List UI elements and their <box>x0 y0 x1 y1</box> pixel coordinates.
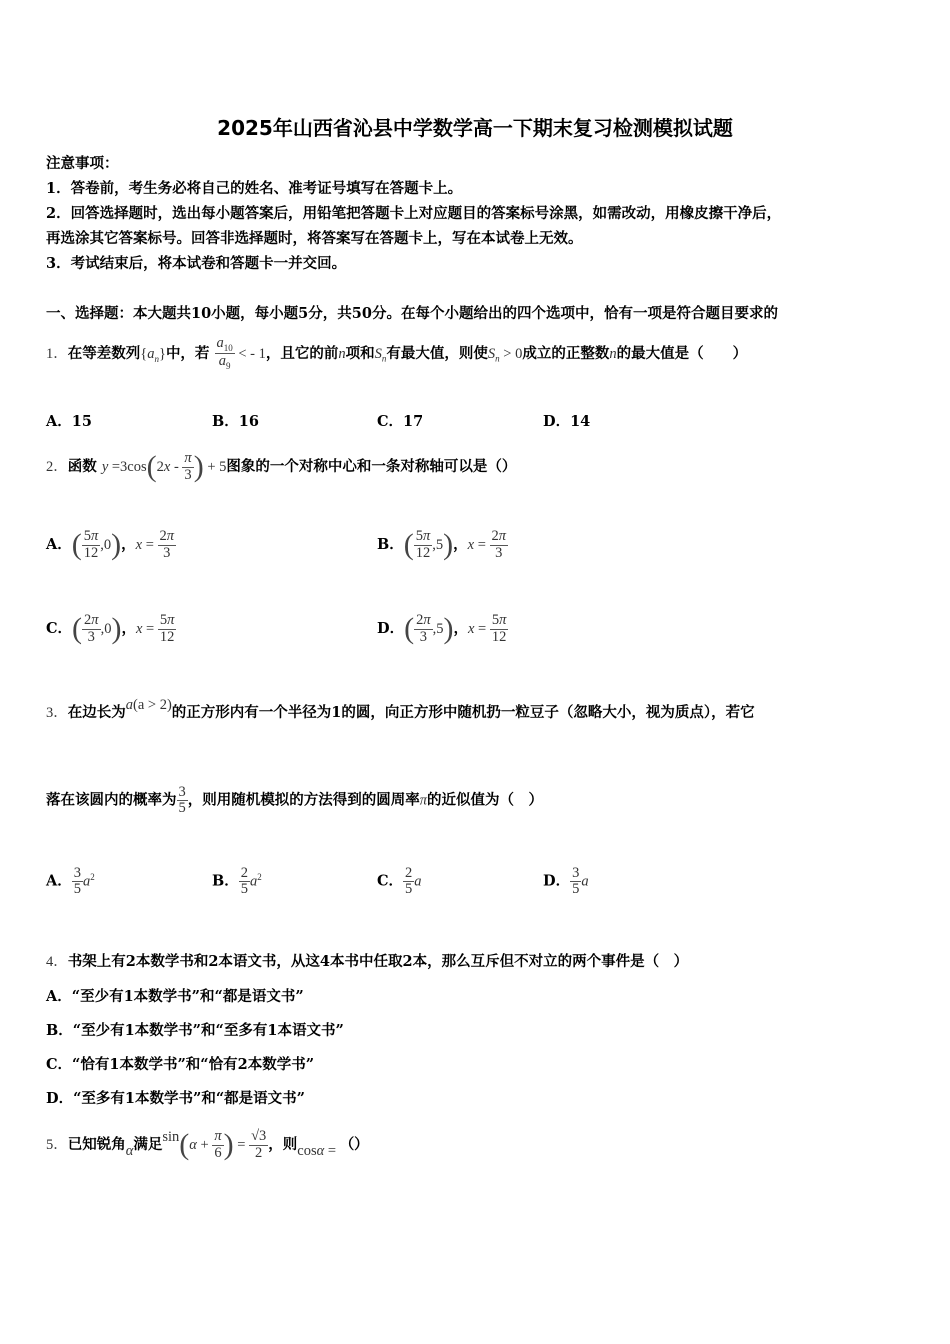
math-formula: y =3cos <box>101 459 147 475</box>
q4-option-c: C．“恰有1本数学书”和“恰有2本数学书” <box>46 1056 315 1073</box>
question-3: 3．在边长为a(a > 2)的正方形内有一个半径为1的圆，向正方形中随机扔一粒豆子（忽略大小，视为质点），若它 <box>46 697 755 721</box>
question-5: 5．已知锐角α满足sin(α + $\frac{\pi}{6}$ ) = $\frac{√3}{2}$ ，则cosα = （） <box>46 1128 369 1161</box>
q2-option-c: C．( $\frac{2\pi}{3}$ ,0)，x = $\frac{5\pi}{12}$ <box>46 612 175 645</box>
q2-option-b: B．( $\frac{5\pi}{12}$ ,5)，x = $\frac{2\pi}{3}$ <box>377 528 507 561</box>
q1-option-c: C．17 <box>377 413 424 430</box>
q3-option-d: D． $\frac{3}{5}$ a <box>543 865 589 898</box>
q1-option-d: D．14 <box>543 413 591 430</box>
question-number: 3． <box>46 705 68 721</box>
section-heading: 一、选择题：本大题共10小题，每小题5分，共50分。在每个小题给出的四个选项中，恰有一项是符合题目要求的 <box>46 305 778 322</box>
notice-item-2: 2．回答选择题时，选出每小题答案后，用铅笔把答题卡上对应题目的答案标号涂黑，如需改动，用橡皮擦干净后， <box>46 205 782 222</box>
q4-option-d: D．“至多有1本数学书”和“都是语文书” <box>46 1090 306 1107</box>
question-3-cont: 落在该圆内的概率为 $\frac{3}{5}$ ，则用随机模拟的方法得到的圆周率π的近似值为（ ） <box>46 784 544 817</box>
question-number: 1． <box>46 345 68 362</box>
q2-option-a: A．( $\frac{5\pi}{12}$ ,0)，x = $\frac{2\pi}{3}$ <box>46 528 175 561</box>
q4-option-b: B．“至少有1本数学书”和“至多有1本语文书” <box>46 1022 344 1039</box>
page-title: 2025年山西省沁县中学数学高一下期末复习检测模拟试题 <box>217 116 733 140</box>
notice-item-2-cont: 再选涂其它答案标号。回答非选择题时，将答案写在答题卡上，写在本试卷上无效。 <box>46 230 583 247</box>
q3-option-a: A． $\frac{3}{5}$ $a^2$ <box>46 865 95 898</box>
notice-heading: 注意事项： <box>46 155 119 172</box>
question-number: 4． <box>46 954 68 970</box>
q2-option-d: D．( $\frac{2\pi}{3}$ ,5)，x = $\frac{5\pi}{12}$ <box>377 612 507 645</box>
q1-option-b: B．16 <box>212 413 259 430</box>
math-formula: $\frac{a_{10}}{a_9}$ <box>216 335 233 372</box>
question-number: 5． <box>46 1137 68 1153</box>
question-1: 1．在等差数列$\{a_n\}$中，若 $\frac{a_{10}}{a_9}$ < - 1，且它的前n项和$S_n$有最大值，则使$S_n > 0$成立的正整数n的最大值是（ ） <box>46 335 748 372</box>
q4-option-a: A．“至少有1本数学书”和“都是语文书” <box>46 988 304 1005</box>
notice-item-3: 3．考试结束后，将本试卷和答题卡一并交回。 <box>46 255 347 272</box>
notice-item-1: 1．答卷前，考生务必将自己的姓名、准考证号填写在答题卡上。 <box>46 180 463 197</box>
question-4: 4．书架上有2本数学书和2本语文书，从这4本书中任取2本，那么互斥但不对立的两个事件是（ ） <box>46 953 689 970</box>
question-number: 2． <box>46 459 68 475</box>
q3-option-b: B． $\frac{2}{5}$ $a^2$ <box>212 865 262 898</box>
q1-option-a: A．15 <box>46 413 92 430</box>
question-2: 2．函数 y =3cos(2x - $\frac{\pi}{3}$ ) + 5图象的一个对称中心和一条对称轴可以是（） <box>46 450 517 483</box>
q3-option-c: C． $\frac{2}{5}$ a <box>377 865 422 898</box>
